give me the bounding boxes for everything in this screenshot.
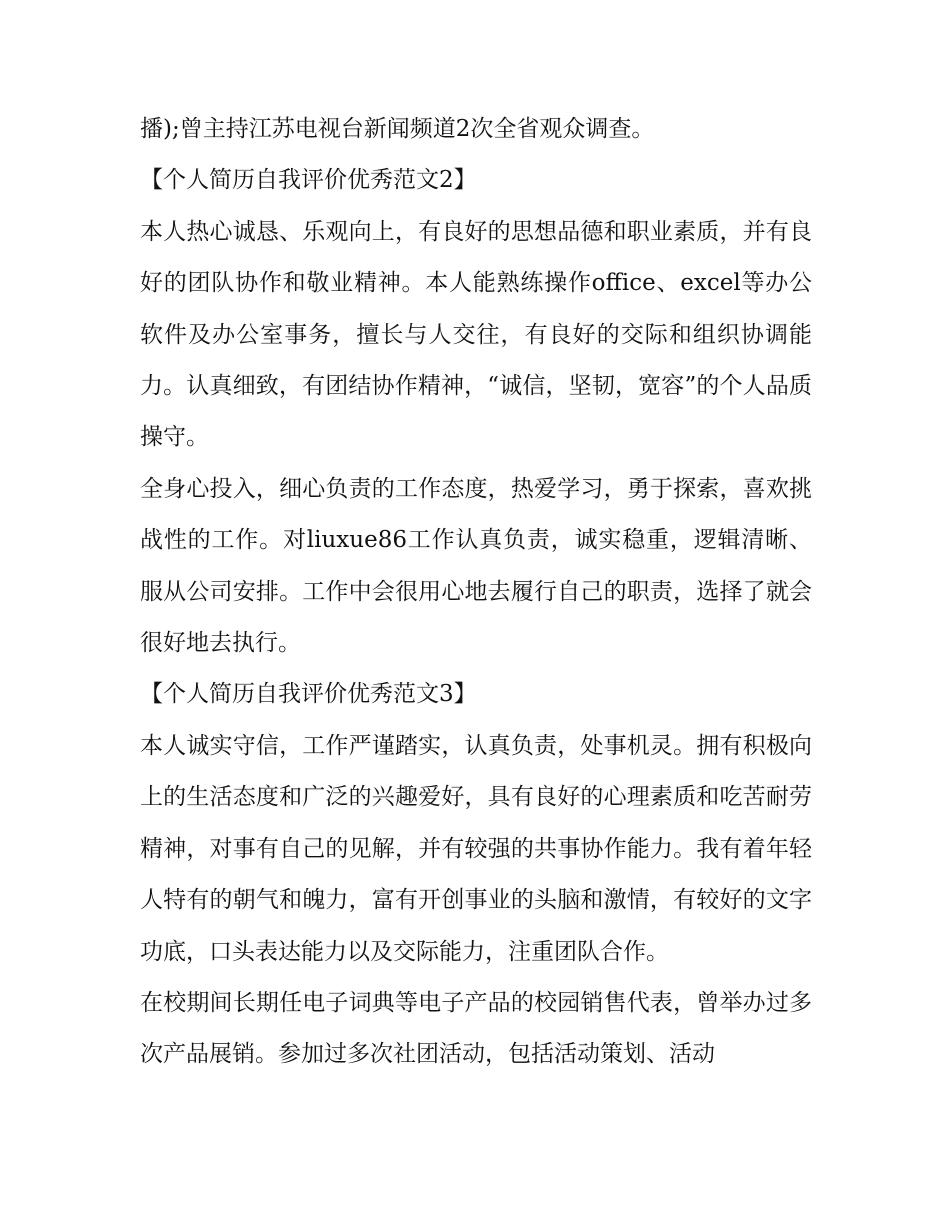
paragraph-sample-3-part-1: 本人诚实守信，工作严谨踏实，认真负责，处事机灵。拥有积极向上的生活态度和广泛的兴趣爱好，具有良好的心理素质和吃苦耐劳精神，对事有自己的见解，并有较强的共事协作能力。我有着年轻人特有的朝气和魄力，富有开创事业的头脑和激情，有较好的文字功底，口头表达能力以及交际能力，注重团队合作。 xyxy=(140,732,812,965)
section-heading-sample-2: 【个人简历自我评价优秀范文2】 xyxy=(140,167,477,194)
paragraph-sample-2-part-2: 全身心投入，细心负责的工作态度，热爱学习，勇于探索，喜欢挑战性的工作。对liuxue86工作认真负责，诚实稳重，逻辑清晰、服从公司安排。工作中会很用心地去履行自己的职责，选择了就会很好地去执行。 xyxy=(140,475,812,657)
paragraph-sample-3-part-2: 在校期间长期任电子词典等电子产品的校园销售代表，曾举办过多次产品展销。参加过多次社团活动，包括活动策划、活动 xyxy=(140,989,812,1068)
document-body xyxy=(140,104,812,1081)
paragraph-continuation: 播);曾主持江苏电视台新闻频道2次全省观众调查。 xyxy=(140,116,655,142)
section-heading-sample-3: 【个人简历自我评价优秀范文3】 xyxy=(140,681,477,708)
paragraph-sample-2-part-1: 本人热心诚恳、乐观向上，有良好的思想品德和职业素质，并有良好的团队协作和敬业精神。本人能熟练操作office、excel等办公软件及办公室事务，擅长与人交往，有良好的交际和组织协调能力。认真细致，有团结协作精神，“诚信，坚韧，宽容”的个人品质操守。 xyxy=(140,218,812,451)
